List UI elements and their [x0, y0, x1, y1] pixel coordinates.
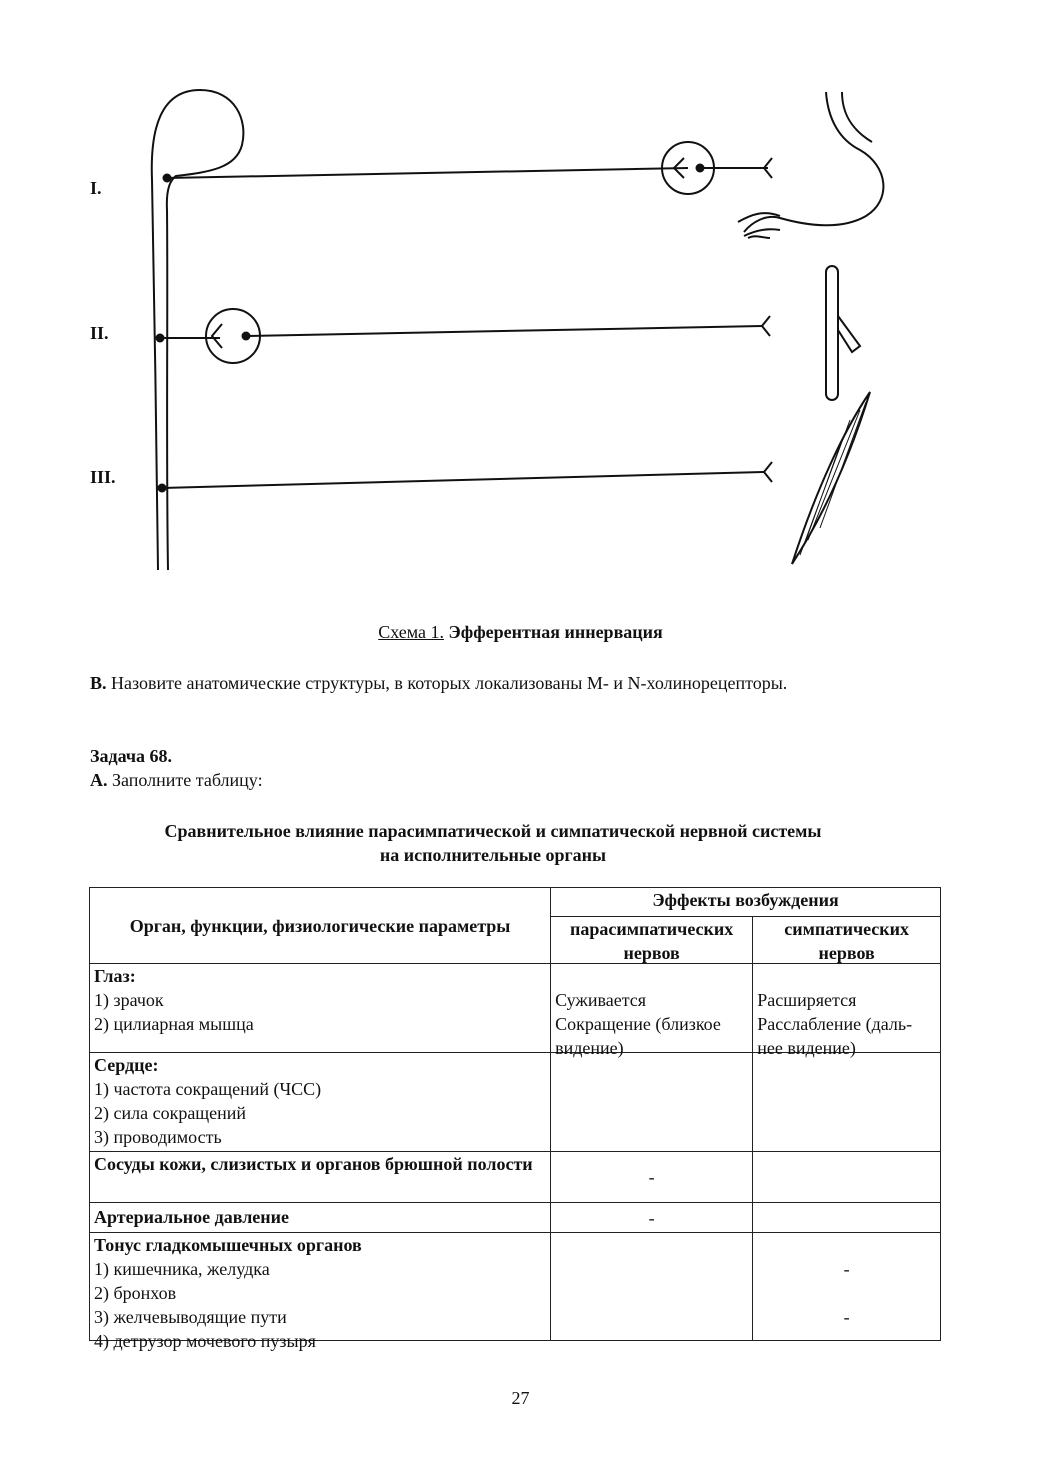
- table-row-pressure: [90, 1203, 941, 1233]
- task-instruction: [90, 770, 263, 791]
- heart-symp-cell: [753, 1053, 941, 1152]
- eye-item-2: 2) цилиарная мышца: [94, 1014, 254, 1034]
- smooth-title: Тонус гладкомышечных органов: [94, 1235, 362, 1255]
- smooth-item-2: 2) бронхов: [94, 1283, 177, 1303]
- question-b-letter: В.: [90, 673, 107, 693]
- table-row-vessels: [90, 1152, 941, 1203]
- scheme-label-2: II.: [90, 323, 109, 343]
- table-row-eye: [90, 964, 941, 1053]
- smooth-para-cell: [551, 1233, 753, 1341]
- skeletal-muscle: [792, 392, 870, 564]
- terminal-3: [764, 462, 772, 482]
- header-parasympathetic: парасимпатических нервов: [551, 917, 753, 964]
- efferent-innervation-scheme: [0, 0, 1041, 600]
- heart-item-1: 1) частота сокращений (ЧСС): [94, 1079, 322, 1099]
- ganglion-cell-2: [242, 332, 251, 341]
- vessels-para: -: [551, 1152, 753, 1203]
- cns-outline: [152, 90, 244, 570]
- table-row-smooth-muscle: [90, 1233, 941, 1341]
- neuron-body-1: [163, 174, 172, 183]
- question-b: [90, 673, 787, 694]
- table-title-line1: Сравнительное влияние парасимпатической и симпатической нервной системы: [164, 821, 822, 841]
- preganglionic-fiber-1: [166, 168, 688, 178]
- vessels-symp-cell: [753, 1152, 941, 1203]
- page-number: 27: [511, 1388, 530, 1408]
- postganglionic-fiber-2: [246, 326, 762, 336]
- eye-para-1: Суживается: [555, 990, 647, 1010]
- pressure-para: -: [551, 1203, 753, 1233]
- scheme-label-3: III.: [90, 467, 116, 487]
- smooth-symp-1: -: [843, 1259, 850, 1279]
- eye-symp-1: Расширяется: [757, 990, 857, 1010]
- header-organ: Орган, функции, физиологические параметры: [90, 888, 551, 964]
- terminal-2: [762, 316, 770, 336]
- eye-title: Глаз:: [94, 966, 136, 986]
- scheme-caption: [0, 622, 1041, 643]
- pressure-title: Артериальное давление: [94, 1207, 290, 1227]
- scheme-label-1: I.: [90, 178, 102, 198]
- task-title: [90, 746, 172, 767]
- neuron-body-3: [158, 484, 167, 493]
- table-title-line2: на исполнительные органы: [379, 845, 607, 865]
- heart-para-cell: [551, 1053, 753, 1152]
- smooth-symp-2: [757, 1281, 936, 1305]
- effects-table: [89, 887, 941, 1351]
- synapse-2: [212, 324, 222, 348]
- eye-symp-2: Расслабление (даль-нее видение): [757, 1014, 913, 1058]
- neuron-body-2: [156, 334, 165, 343]
- vessels-title: Сосуды кожи, слизистых и органов брюшной полости: [94, 1154, 533, 1174]
- heart-title: Сердце:: [94, 1055, 159, 1075]
- task-text: Заполните таблицу:: [112, 770, 263, 790]
- somatic-fiber-3: [162, 472, 764, 488]
- eye-item-1: 1) зрачок: [94, 990, 164, 1010]
- smooth-item-1: 1) кишечника, желудка: [94, 1259, 270, 1279]
- blood-vessel: [826, 266, 838, 400]
- pressure-symp-cell: [753, 1203, 941, 1233]
- caption-prefix: Схема 1.: [378, 622, 445, 642]
- heart-item-3: 3) проводимость: [94, 1127, 222, 1147]
- task-title-text: Задача 68.: [90, 746, 173, 766]
- heart-item-2: 2) сила сокращений: [94, 1103, 247, 1123]
- smooth-item-3: 3) желчевыводящие пути: [94, 1307, 287, 1327]
- question-b-text: Назовите анатомические структуры, в которых локализованы М- и N-холинорецепторы.: [111, 673, 788, 693]
- header-effects: Эффекты возбуждения: [551, 888, 941, 917]
- smooth-symp-3: -: [843, 1307, 850, 1327]
- eye-para-2: Сокращение (близкое видение): [555, 1014, 721, 1058]
- header-sympathetic: симпатических нервов: [753, 917, 941, 964]
- caption-title: Эфферентная иннервация: [448, 622, 663, 642]
- task-letter: А.: [90, 770, 108, 790]
- smooth-item-4: 4) детрузор мочевого пузыря: [94, 1331, 316, 1351]
- table-row-heart: [90, 1053, 941, 1152]
- stomach-organ: [744, 92, 883, 232]
- ganglion-cell-1: [696, 164, 705, 173]
